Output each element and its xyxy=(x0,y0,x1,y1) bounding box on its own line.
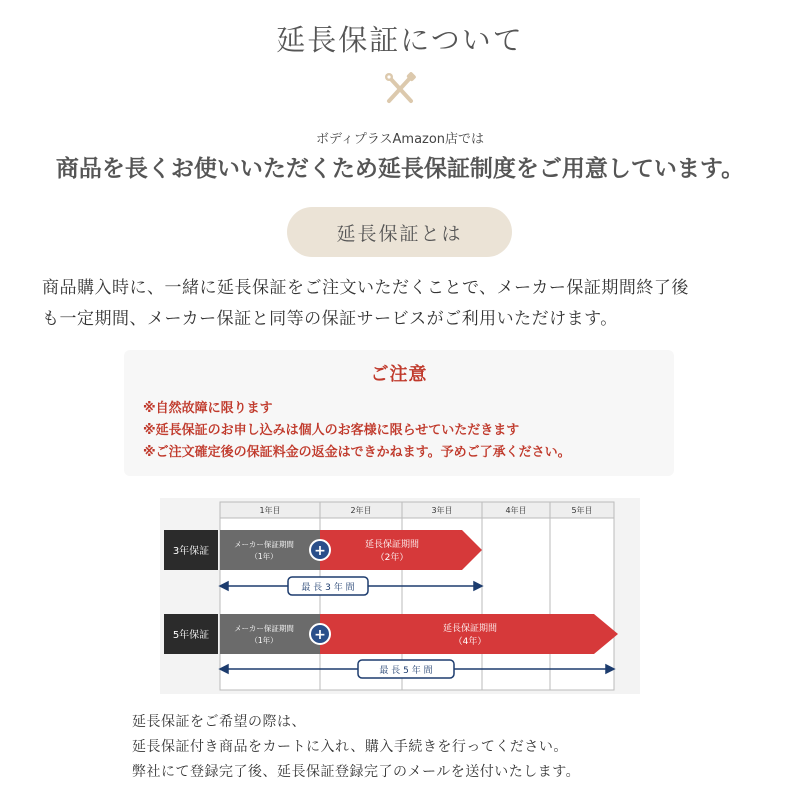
plus-sign: + xyxy=(314,627,326,643)
extended-warranty-sub: （4年） xyxy=(453,637,487,647)
maker-warranty-label: メーカー保証期間 xyxy=(234,624,294,633)
year-header: 1年目 xyxy=(259,506,281,515)
footer-text xyxy=(132,710,752,785)
maker-warranty-label: メーカー保証期間 xyxy=(234,540,294,549)
extended-warranty-label: 延長保証期間 xyxy=(442,624,498,634)
page-title: 延長保証について xyxy=(276,23,524,57)
notice-title: ご注意 xyxy=(370,364,428,385)
max-period-label: 最 長 5 年 間 xyxy=(379,666,433,676)
maker-warranty-bar xyxy=(220,614,320,654)
maker-warranty-sub: （1年） xyxy=(250,552,278,561)
maker-warranty-bar xyxy=(220,530,320,570)
max-period-label: 最 長 3 年 間 xyxy=(301,583,355,593)
notice-line: ※延長保証のお申し込みは個人のお客様に限らせていただきます xyxy=(143,423,520,438)
extended-warranty-arrow xyxy=(320,530,482,570)
extended-warranty-label: 延長保証期間 xyxy=(364,540,420,550)
footer-line: 延長保証付き商品をカートに入れ、購入手続きを行ってください。 xyxy=(132,739,568,755)
intro-line: 商品購入時に、一緒に延長保証をご注文いただくことで、メーカー保証期間終了後 xyxy=(42,278,689,298)
footer-line: 弊社にて登録完了後、延長保証登録完了のメールを送付いたします。 xyxy=(132,764,581,780)
notice-line: ※自然故障に限ります xyxy=(143,401,273,416)
year-header: 5年目 xyxy=(571,506,593,515)
year-header: 3年目 xyxy=(431,506,453,515)
year-header: 4年目 xyxy=(505,506,527,515)
plan-label: 5年保証 xyxy=(172,630,210,641)
intro-line: も一定期間、メーカー保証と同等の保証サービスがご利用いただけます。 xyxy=(42,309,618,329)
warranty-diagram xyxy=(160,498,640,694)
plus-sign: + xyxy=(314,543,326,559)
extended-warranty-sub: （2年） xyxy=(375,553,409,563)
section-pill-label: 延長保証とは xyxy=(336,222,463,245)
footer-line: 延長保証をご希望の際は、 xyxy=(132,714,306,730)
plan-label: 3年保証 xyxy=(172,546,210,557)
notice-line: ※ご注文確定後の保証料金の返金はできかねます。予めご了承ください。 xyxy=(143,445,571,460)
extended-warranty-arrow xyxy=(320,614,618,654)
tools-icon xyxy=(380,72,420,106)
section-pill xyxy=(287,207,512,257)
maker-warranty-sub: （1年） xyxy=(250,636,278,645)
subtitle: ボディプラスAmazon店では xyxy=(315,132,485,147)
year-header: 2年目 xyxy=(350,506,372,515)
headline: 商品を長くお使いいただくため延長保証制度をご用意しています。 xyxy=(55,156,745,182)
intro-text xyxy=(42,273,772,335)
